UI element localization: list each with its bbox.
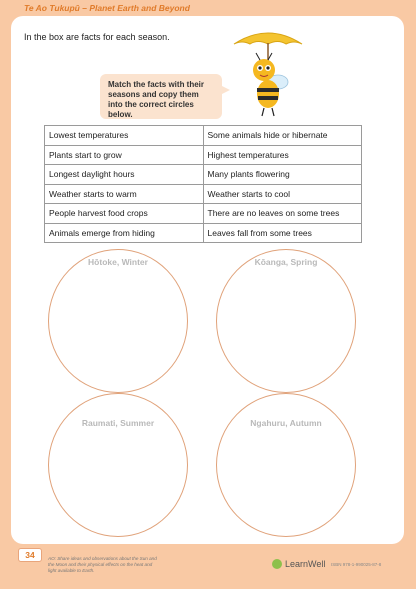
speech-bubble: Match the facts with their seasons and copy them into the correct circles below. (100, 74, 222, 119)
facts-table (44, 125, 362, 243)
table-row (45, 223, 362, 243)
fact-cell: Highest temperatures (203, 145, 362, 165)
fact-cell: Plants start to grow (45, 145, 204, 165)
speech-bubble-tail (218, 84, 230, 96)
fact-cell: There are no leaves on some trees (203, 204, 362, 224)
spring-circle[interactable] (216, 249, 356, 393)
isbn: ISBN 978-1-990025-87-8 (331, 562, 382, 567)
winter-label: Hōtoke, Winter (88, 257, 148, 267)
table-row (45, 165, 362, 185)
footer-note: AO: Share ideas and observations about the Sun and the Moon and their physical effects on the heat and light available to Earth. (48, 556, 157, 573)
autumn-label: Ngahuru, Autumn (250, 418, 322, 428)
autumn-circle[interactable] (216, 393, 356, 537)
fact-cell: Longest daylight hours (45, 165, 204, 185)
winter-circle[interactable] (48, 249, 188, 393)
summer-circle[interactable] (48, 393, 188, 537)
fact-cell: Animals emerge from hiding (45, 223, 204, 243)
page-number: 34 (18, 548, 42, 562)
fact-cell: People harvest food crops (45, 204, 204, 224)
fact-cell: Many plants flowering (203, 165, 362, 185)
fact-cell: Weather starts to cool (203, 184, 362, 204)
spring-label: Kōanga, Spring (254, 257, 318, 267)
fact-cell: Lowest temperatures (45, 126, 204, 146)
learnwell-logo-icon (272, 559, 282, 569)
fact-cell: Weather starts to warm (45, 184, 204, 204)
intro-text: In the box are facts for each season. (24, 32, 170, 42)
summer-label: Raumati, Summer (81, 418, 155, 428)
page-header-title: Te Ao Tukupū – Planet Earth and Beyond (24, 3, 190, 13)
table-row (45, 184, 362, 204)
table-row (45, 145, 362, 165)
table-row (45, 126, 362, 146)
fact-cell: Leaves fall from some trees (203, 223, 362, 243)
brand-name: LearnWell (285, 559, 326, 569)
fact-cell: Some animals hide or hibernate (203, 126, 362, 146)
brand (272, 559, 325, 569)
bee-with-umbrella-icon (228, 26, 308, 122)
table-row (45, 204, 362, 224)
